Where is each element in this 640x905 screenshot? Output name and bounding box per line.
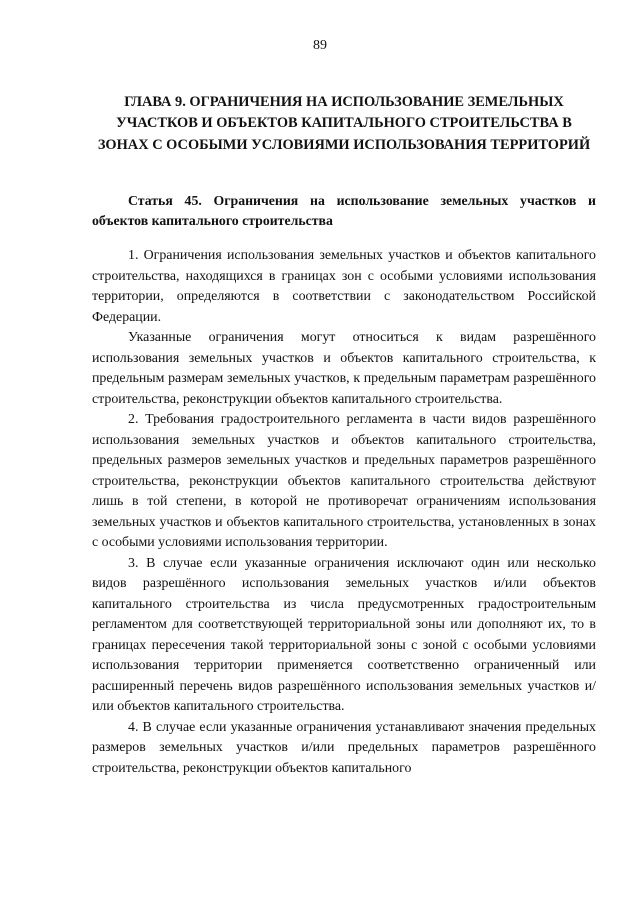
paragraph-2: Указанные ограничения могут относиться к видам разрешённого использования земельных участков и объектов капитального строительства, к предельным размерам земельных участков, к предельным параметрам разрешённого строительства, реконструкции объектов капитального строительства. xyxy=(92,330,596,407)
paragraph-5: 4. В случае если указанные ограничения устанавливают значения предельных размеров земельных участков и/или предельных параметров разрешённого строительства, реконструкции объектов капитального xyxy=(92,719,596,776)
article-body xyxy=(92,246,596,779)
article-title: Статья 45. Ограничения на использование земельных участков и объектов капитального строительства xyxy=(92,193,596,228)
paragraph-3: 2. Требования градостроительного регламента в части видов разрешённого использования земельных участков и объектов капитального строительства, предельных размеров земельных участков и предельных параметров разрешённого строительства, реконструкции объектов капитального строительства действуют лишь в той степени, в которой не противоречат ограничениям использования земельных участков и объектов капитального строительства, установленных в зонах с особыми условиями использования территории. xyxy=(92,412,596,550)
paragraph-4: 3. В случае если указанные ограничения исключают один или несколько видов разрешённого использования земельных участков и/или объектов капитального строительства из числа предусмотренных градостроительным регламентом для соответствующей территориальной зоны или дополняют их, то в границах пересечения такой территориальной зоны с зоной с особыми условиями использования территории применяется соответственно ограниченный или расширенный перечень видов разрешённого использования земельных участков и/или объектов капитального строительства. xyxy=(92,555,596,714)
chapter-title: ГЛАВА 9. ОГРАНИЧЕНИЯ НА ИСПОЛЬЗОВАНИЕ ЗЕМЕЛЬНЫХ УЧАСТКОВ И ОБЪЕКТОВ КАПИТАЛЬНОГО СТРОИТЕЛЬСТВА В ЗОНАХ С ОСОБЫМИ УСЛОВИЯМИ ИСПОЛЬЗОВАНИЯ ТЕРРИТОРИЙ xyxy=(97,94,591,153)
paragraph-1: 1. Ограничения использования земельных участков и объектов капитального строительства, находящихся в границах зон с особыми условиями использования территории, определяются в соответствии с законодательством Российской Федерации. xyxy=(92,248,596,325)
page-number: 89 xyxy=(313,38,327,53)
